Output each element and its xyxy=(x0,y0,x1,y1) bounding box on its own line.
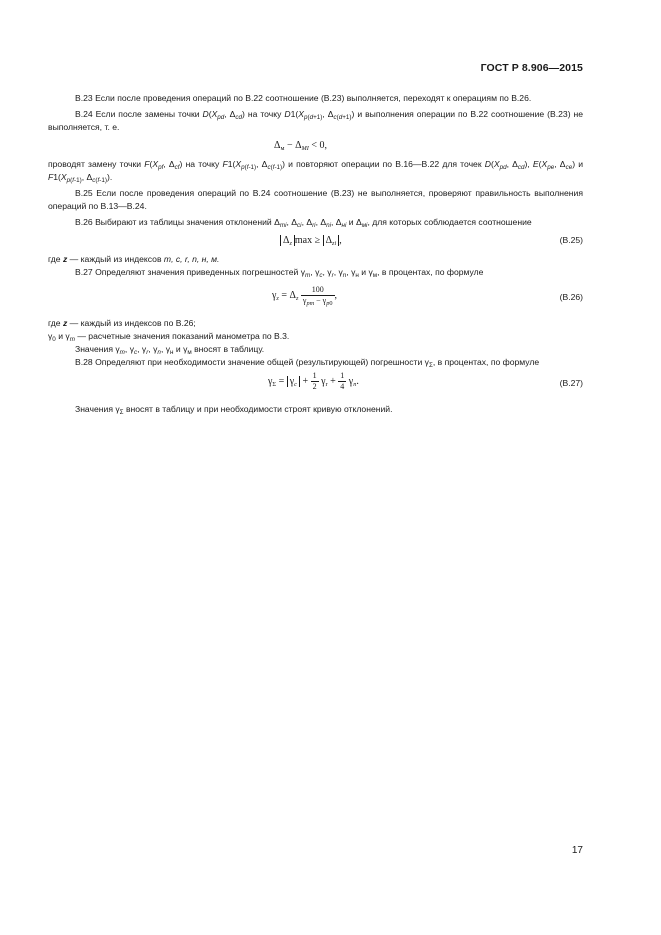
equation-number: (В.25) xyxy=(559,235,583,245)
paragraph-b28: В.28 Определяют при необходимости значение общей (результирующей) погрешности $\gamma_\Sigma$, в процентах, по формуле xyxy=(75,357,540,369)
equation-number: (В.26) xyxy=(559,292,583,302)
document-code: ГОСТ Р 8.906—2015 xyxy=(480,62,583,74)
paragraph-b23: В.23 Если после проведения операций по В.22 соотношение (В.23) выполняется, переходят к операциям по В.26. xyxy=(75,93,532,103)
paragraph-b24: В.24 Если после замены точки $D(X_{pd}$, $\Delta_{cd}$) на точку $D1(X_{p(d+1)}$, $\Delta_{c(d+1)}$) и выполнения операции по В.22 соотношение (В.23) не выполняется, т. е. xyxy=(48,109,584,132)
paragraph-where-2a: где z — каждый из индексов по В.26; xyxy=(48,318,196,328)
paragraph-b25: В.25 Если после проведения операций по В.24 соотношение (В.23) не выполняется, проверяют правильность выполнения операций по В.13—В.24. xyxy=(48,188,583,211)
paragraph-b26: В.26 Выбирают из таблицы значения отклонений $\Delta_{mi}$, $\Delta_{ci}$, $\Delta_{ri}$, $\Delta_{ni}$, $\Delta_{нi}$ и $\Delta_{мi}$, для которых соблюдается соотношение xyxy=(75,217,532,229)
equation-b26: $\gamma_z = \Delta_z$ $\frac{100}{\gamma_{pm} - \gamma_{p0}}$ , (В.26) xyxy=(272,285,583,307)
paragraph-where-2b: $\gamma_0$ и $\gamma_m$ — расчетные значения показаний манометра по В.3. xyxy=(48,331,290,343)
equation-b27: $\gamma_\Sigma = \gamma_c$ + $\frac{1}{2}$ $\gamma_r$ + $\frac{1}{4}$ $\gamma_n$. (В.27) xyxy=(268,371,583,391)
equation-number: (В.27) xyxy=(559,378,583,388)
paragraph-table-note: Значения $\gamma_m$, $\gamma_c$, $\gamma_r$, $\gamma_n$, $\gamma_н$ и $\gamma_м$ вносят в таблицу. xyxy=(75,344,265,356)
page-content xyxy=(48,92,583,416)
equation-b25: $\Delta_z$ $\max \ge \Delta_{zi}$ , (В.25) xyxy=(48,229,583,253)
equation-condition: $\Delta_м - \Delta_{MI} < 0$, xyxy=(274,140,327,152)
paragraph-b27: В.27 Определяют значения приведенных погрешностей $\gamma_m$, $\gamma_c$, $\gamma_r$, $\gamma_n$, $\gamma_н$ и $\gamma_м$, в процентах, по формуле xyxy=(75,267,484,279)
paragraph-continuation: проводят замену точки $F(X_{pf}$, $\Delta_{cf}$) на точку $F1(X_{p(f-1)}$, $\Delta_{c(f-1)}$) и повторяют операции по В.16—В.22 для точек $D(X_{pd}$, $\Delta_{cd}$), $E(X_{pe}$, $\Delta_{ce}$) и $F1(X_{p(f-1)}$, $\Delta_{c(f-1)}$). xyxy=(48,159,584,184)
page-number: 17 xyxy=(571,845,583,856)
paragraph-final: Значения $\gamma_\Sigma$ вносят в таблицу и при необходимости строят кривую отклонений. xyxy=(75,404,393,416)
paragraph-where-z: где z — каждый из индексов m, c, r, n, н, м. xyxy=(48,254,220,264)
